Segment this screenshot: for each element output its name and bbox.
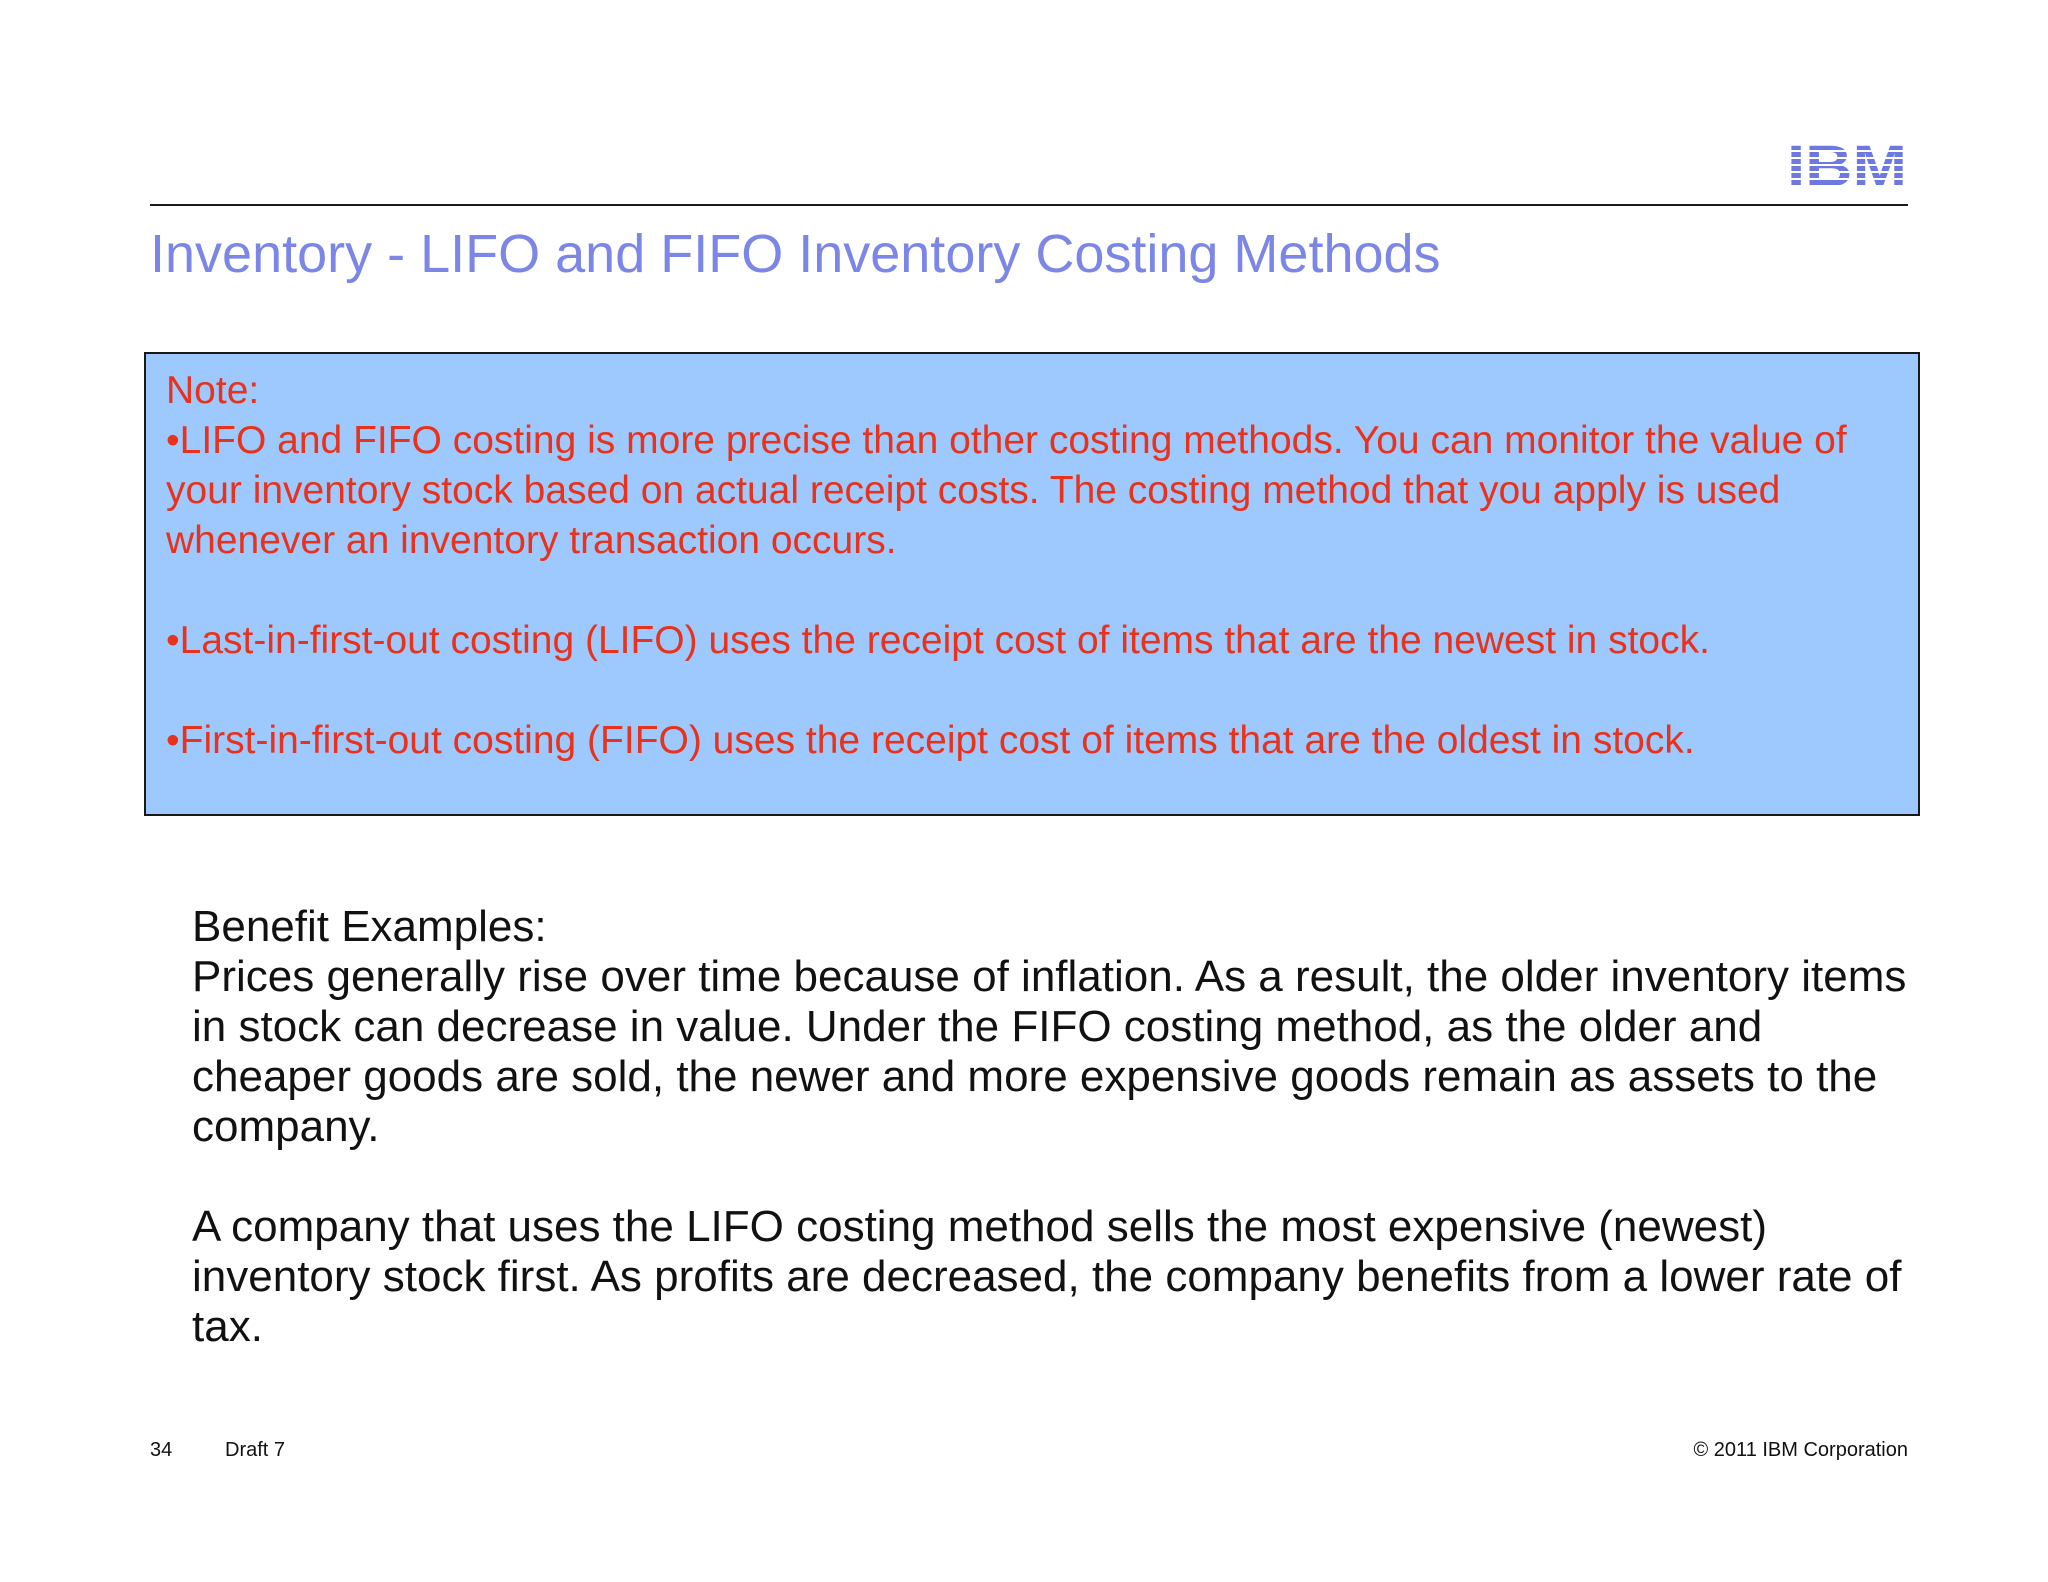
draft-label: Draft 7 — [225, 1439, 286, 1461]
page-title: Inventory - LIFO and FIFO Inventory Costing Methods — [150, 224, 1441, 284]
note-item: •Last-in-first-out costing (LIFO) uses the receipt cost of items that are the newest in stock. — [166, 619, 1710, 662]
benefit-paragraph: A company that uses the LIFO costing method sells the most expensive (newest) inventory stock first. As profits are decreased, the company benefits from a lower rate of tax. — [192, 1202, 1902, 1351]
note-spacer — [166, 666, 1918, 716]
note-heading: Note: — [166, 369, 260, 412]
benefit-examples — [192, 902, 1932, 1352]
benefit-heading: Benefit Examples: — [192, 902, 547, 951]
benefit-spacer — [192, 1152, 1932, 1202]
note-box — [144, 352, 1920, 816]
copyright-notice: © 2011 IBM Corporation — [1693, 1439, 1908, 1461]
note-spacer — [166, 566, 1918, 616]
note-item: •First-in-first-out costing (FIFO) uses the receipt cost of items that are the oldest in stock. — [166, 719, 1695, 762]
benefit-paragraph: Prices generally rise over time because of inflation. As a result, the older inventory items in stock can decrease in value. Under the FIFO costing method, as the older and cheaper goods are sold, the newer and more expensive goods remain as assets to the company. — [192, 952, 1907, 1151]
page-number: 34 — [150, 1439, 173, 1461]
ibm-logo — [1786, 138, 1908, 190]
header-divider — [150, 204, 1908, 206]
note-item: •LIFO and FIFO costing is more precise than other costing methods. You can monitor the value of your inventory stock based on actual receipt costs. The costing method that you apply is used whenever an inventory transaction occurs. — [166, 419, 1847, 562]
